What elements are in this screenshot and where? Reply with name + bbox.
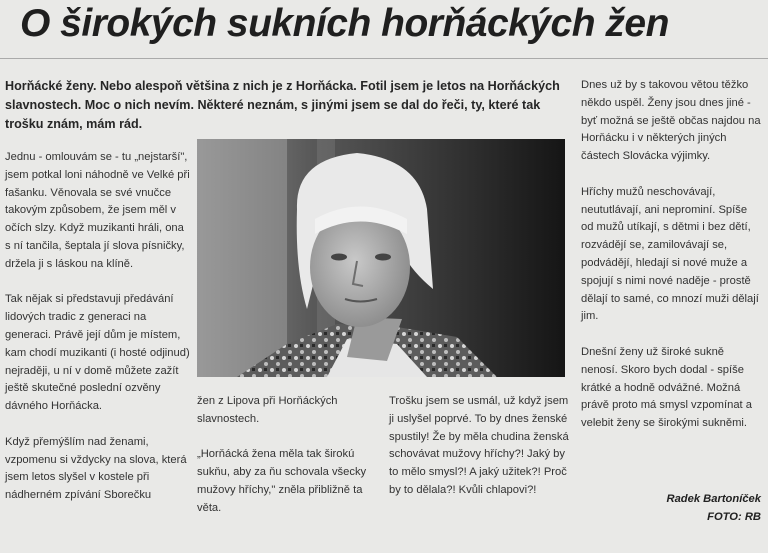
paragraph: Tak nějak si představuji předávání lidových tradic z generaci na generaci. Právě její dům je místem, kam chodí muzikanti (i hosté odjinud) nejraději, u ní v domě můžete zažít ještě skutečné poslední ozvěny dávného Horňácka. (5, 293, 190, 413)
woman-portrait-image (197, 139, 565, 377)
text-column-1 (5, 149, 190, 523)
byline (581, 490, 761, 526)
paragraph: Když přemýšlím nad ženami, vzpomenu si vždycky na slova, která jsem letos slyšel v kostele při nádherném zpívání Sborečku (5, 435, 187, 502)
text-column-2 (197, 393, 382, 535)
article-headline: O širokých sukních horňáckých žen (20, 2, 669, 45)
paragraph: „Horňácká žena měla tak širokú sukňu, aby za ňu schovala všecky mužovy hříchy," zněla přibližně ta věta. (197, 448, 367, 514)
text-column-3 (389, 393, 574, 518)
paragraph: Dnes už by s takovou větou těžko někdo uspěl. Ženy jsou dnes jiné - byť možná se ještě občas najdou na Horňácku i v některých jiných částech Slovácka výjimky. (581, 79, 761, 163)
headline-divider (0, 58, 768, 59)
article-lead: Horňácké ženy. Nebo alespoň většina z nich je z Horňácka. Fotil jsem je letos na Horňáckých slavnostech. Moc o nich nevím. Některé neznám, s jinými jsem se dal do řeči, ty, které tak trošku znám, mám rád. (5, 79, 560, 131)
portrait-photo (197, 139, 565, 377)
author-name: Radek Bartoníček (666, 493, 761, 505)
photo-credit: FOTO: RB (707, 511, 761, 523)
paragraph: Dnešní ženy už široké sukně nenosí. Skoro bych dodal - spíše krátké a hodně odvážné. Možná právě proto má smysl vzpomínat a velebit ženy se širokými sukněmi. (581, 345, 752, 430)
paragraph: Jednu - omlouvám se - tu „nejstarší", jsem potkal loni náhodně ve Velké při fašanku. Věnovala se své vnučce takovým způsobem, že jsem měl v očích slzy. Když muzikanti hráli, ona s ní tančila, šeptala jí slova písničky, držela ji s láskou na klíně. (5, 151, 190, 270)
paragraph: žen z Lipova při Horňáckých slavnostech. (197, 395, 338, 425)
paragraph: Trošku jsem se usmál, už když jsem ji uslyšel poprvé. To by dnes ženské spustily! Že by měla chudina ženská schovávat mužovy hříchy?! Jaký by to mělo smysl?! A jaký užitek?! Proč by to dělala?! Kvůli chlapovi?! (389, 395, 569, 496)
paragraph: Hříchy mužů neschovávají, neututlávají, ani neprominí. Spíše od mužů utíkají, s dětmi i bez dětí, rozvádějí se, zamilovávají se, podvádějí, hledají si nové muže a spojují s nimi nové naděje - prostě dělají to samé, co mnozí muži dělají jim. (581, 185, 759, 323)
text-column-4 (581, 77, 761, 451)
